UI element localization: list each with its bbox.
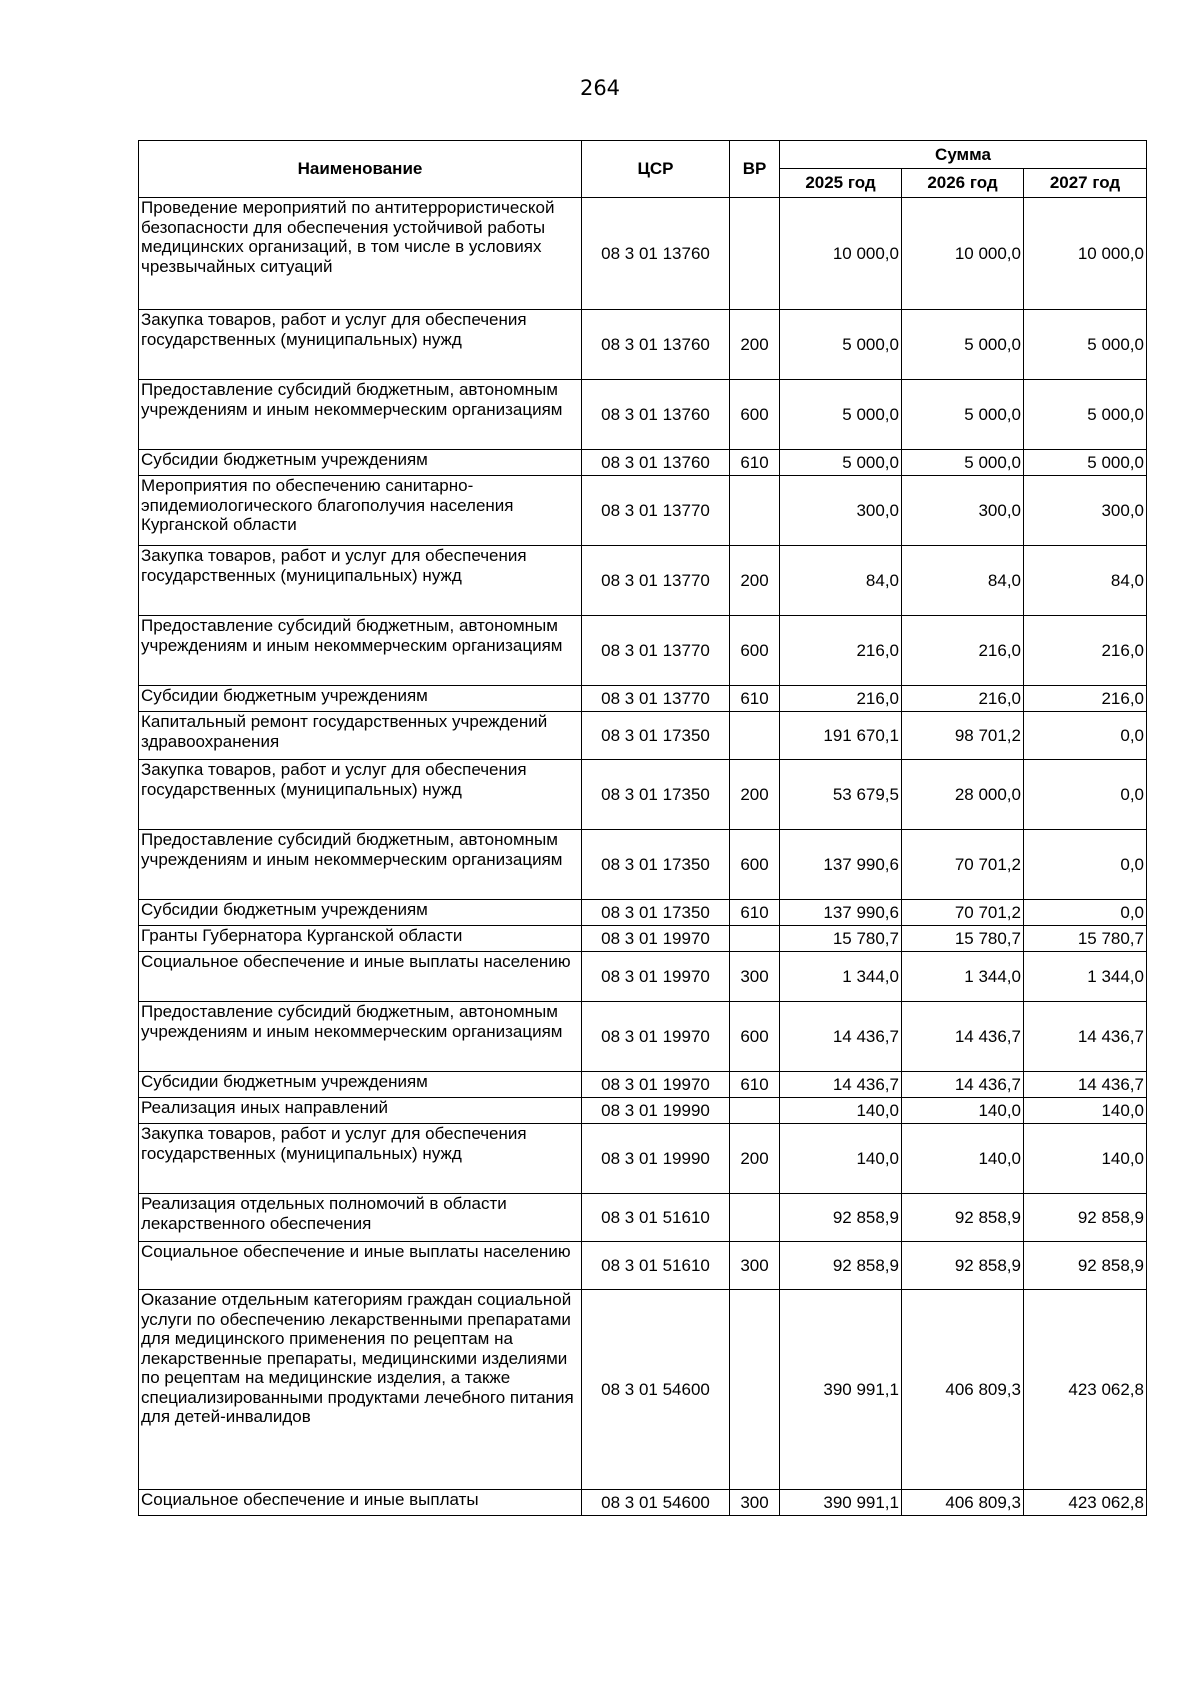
row-vr-code: 300 [730,1242,780,1290]
table-row [139,926,1147,952]
row-amount-2026: 98 701,2 [902,712,1024,760]
row-amount-2026: 216,0 [902,616,1024,686]
row-amount-2025: 84,0 [780,546,902,616]
row-amount-2025: 14 436,7 [780,1072,902,1098]
row-name: Субсидии бюджетным учреждениям [139,686,582,712]
row-amount-2026: 10 000,0 [902,198,1024,310]
row-amount-2027: 423 062,8 [1024,1290,1147,1490]
row-amount-2025: 216,0 [780,616,902,686]
row-amount-2027: 92 858,9 [1024,1242,1147,1290]
row-amount-2027: 15 780,7 [1024,926,1147,952]
row-name: Субсидии бюджетным учреждениям [139,900,582,926]
table-row [139,1194,1147,1242]
row-amount-2027: 0,0 [1024,760,1147,830]
header-sum: Сумма [780,141,1147,169]
table-row [139,712,1147,760]
row-csr-code: 08 3 01 17350 [582,900,730,926]
row-name: Предоставление субсидий бюджетным, автономным учреждениям и иным некоммерческим организациям [139,616,582,686]
row-amount-2025: 14 436,7 [780,1002,902,1072]
row-name: Проведение мероприятий по антитеррористической безопасности для обеспечения устойчивой работы медицинских организаций, в том числе в условиях чрезвычайных ситуаций [139,198,582,310]
row-amount-2026: 216,0 [902,686,1024,712]
row-amount-2027: 5 000,0 [1024,450,1147,476]
row-name: Закупка товаров, работ и услуг для обеспечения государственных (муниципальных) нужд [139,1124,582,1194]
row-name: Закупка товаров, работ и услуг для обеспечения государственных (муниципальных) нужд [139,760,582,830]
row-csr-code: 08 3 01 13770 [582,546,730,616]
row-csr-code: 08 3 01 54600 [582,1490,730,1516]
row-csr-code: 08 3 01 13770 [582,476,730,546]
row-vr-code: 600 [730,1002,780,1072]
row-amount-2026: 92 858,9 [902,1194,1024,1242]
row-amount-2025: 5 000,0 [780,380,902,450]
row-amount-2026: 84,0 [902,546,1024,616]
row-amount-2027: 140,0 [1024,1124,1147,1194]
row-vr-code [730,1098,780,1124]
row-amount-2026: 14 436,7 [902,1072,1024,1098]
row-vr-code: 300 [730,952,780,1002]
row-vr-code: 200 [730,310,780,380]
table-row [139,830,1147,900]
row-amount-2025: 140,0 [780,1124,902,1194]
row-amount-2027: 10 000,0 [1024,198,1147,310]
row-vr-code: 600 [730,830,780,900]
table-row [139,952,1147,1002]
row-amount-2025: 1 344,0 [780,952,902,1002]
row-name: Реализация иных направлений [139,1098,582,1124]
row-amount-2025: 10 000,0 [780,198,902,310]
row-amount-2025: 53 679,5 [780,760,902,830]
table-row [139,1490,1147,1516]
row-vr-code: 610 [730,686,780,712]
row-vr-code: 610 [730,1072,780,1098]
row-csr-code: 08 3 01 51610 [582,1242,730,1290]
table-row [139,1290,1147,1490]
row-amount-2025: 390 991,1 [780,1490,902,1516]
row-vr-code: 610 [730,900,780,926]
table-row [139,1072,1147,1098]
row-amount-2026: 5 000,0 [902,310,1024,380]
row-amount-2027: 14 436,7 [1024,1072,1147,1098]
row-vr-code: 610 [730,450,780,476]
row-name: Закупка товаров, работ и услуг для обеспечения государственных (муниципальных) нужд [139,310,582,380]
row-amount-2027: 0,0 [1024,900,1147,926]
table-row [139,686,1147,712]
row-csr-code: 08 3 01 13760 [582,198,730,310]
row-amount-2026: 406 809,3 [902,1290,1024,1490]
row-amount-2026: 406 809,3 [902,1490,1024,1516]
row-amount-2026: 1 344,0 [902,952,1024,1002]
row-csr-code: 08 3 01 19970 [582,926,730,952]
row-amount-2026: 15 780,7 [902,926,1024,952]
table-row [139,1002,1147,1072]
row-amount-2026: 5 000,0 [902,380,1024,450]
row-amount-2027: 0,0 [1024,712,1147,760]
row-amount-2025: 15 780,7 [780,926,902,952]
row-amount-2026: 300,0 [902,476,1024,546]
header-year-2025: 2025 год [780,169,902,198]
row-vr-code [730,712,780,760]
row-vr-code [730,1290,780,1490]
row-csr-code: 08 3 01 13770 [582,616,730,686]
table-row [139,1098,1147,1124]
row-amount-2027: 5 000,0 [1024,380,1147,450]
row-csr-code: 08 3 01 54600 [582,1290,730,1490]
row-amount-2026: 70 701,2 [902,900,1024,926]
row-amount-2027: 300,0 [1024,476,1147,546]
row-amount-2026: 140,0 [902,1124,1024,1194]
row-name: Предоставление субсидий бюджетным, автономным учреждениям и иным некоммерческим организациям [139,1002,582,1072]
row-name: Социальное обеспечение и иные выплаты населению [139,952,582,1002]
row-csr-code: 08 3 01 19970 [582,1002,730,1072]
row-csr-code: 08 3 01 17350 [582,712,730,760]
row-name: Реализация отдельных полномочий в области лекарственного обеспечения [139,1194,582,1242]
row-csr-code: 08 3 01 19970 [582,1072,730,1098]
row-amount-2027: 1 344,0 [1024,952,1147,1002]
row-amount-2027: 423 062,8 [1024,1490,1147,1516]
row-name: Субсидии бюджетным учреждениям [139,1072,582,1098]
row-amount-2027: 0,0 [1024,830,1147,900]
row-vr-code: 200 [730,546,780,616]
row-amount-2027: 14 436,7 [1024,1002,1147,1072]
row-csr-code: 08 3 01 13760 [582,310,730,380]
row-vr-code: 200 [730,1124,780,1194]
table-row [139,310,1147,380]
row-name: Социальное обеспечение и иные выплаты [139,1490,582,1516]
row-amount-2027: 216,0 [1024,616,1147,686]
table-body [139,198,1147,1516]
row-amount-2025: 390 991,1 [780,1290,902,1490]
table-row [139,380,1147,450]
row-amount-2025: 5 000,0 [780,310,902,380]
row-amount-2025: 92 858,9 [780,1194,902,1242]
budget-table [138,140,1147,1516]
page-number: 264 [579,76,621,100]
row-amount-2025: 140,0 [780,1098,902,1124]
table-header [139,141,1147,198]
row-csr-code: 08 3 01 13760 [582,380,730,450]
row-csr-code: 08 3 01 19990 [582,1098,730,1124]
row-amount-2027: 92 858,9 [1024,1194,1147,1242]
row-name: Мероприятия по обеспечению санитарно-эпидемиологического благополучия населения Курганской области [139,476,582,546]
row-amount-2025: 137 990,6 [780,900,902,926]
table-row [139,760,1147,830]
row-name: Предоставление субсидий бюджетным, автономным учреждениям и иным некоммерческим организациям [139,380,582,450]
row-csr-code: 08 3 01 13770 [582,686,730,712]
row-amount-2026: 28 000,0 [902,760,1024,830]
row-amount-2027: 5 000,0 [1024,310,1147,380]
row-amount-2026: 70 701,2 [902,830,1024,900]
row-vr-code [730,926,780,952]
row-amount-2027: 84,0 [1024,546,1147,616]
row-amount-2026: 5 000,0 [902,450,1024,476]
row-vr-code: 300 [730,1490,780,1516]
row-amount-2025: 300,0 [780,476,902,546]
row-name: Социальное обеспечение и иные выплаты населению [139,1242,582,1290]
header-csr: ЦСР [582,141,730,198]
table-row [139,546,1147,616]
row-name: Субсидии бюджетным учреждениям [139,450,582,476]
table-row [139,616,1147,686]
row-amount-2025: 92 858,9 [780,1242,902,1290]
row-vr-code: 600 [730,616,780,686]
table-row [139,198,1147,310]
table-row [139,1124,1147,1194]
row-name: Закупка товаров, работ и услуг для обеспечения государственных (муниципальных) нужд [139,546,582,616]
row-amount-2026: 14 436,7 [902,1002,1024,1072]
table-row [139,450,1147,476]
header-vr: ВР [730,141,780,198]
header-year-2026: 2026 год [902,169,1024,198]
table-row [139,1242,1147,1290]
row-name: Предоставление субсидий бюджетным, автономным учреждениям и иным некоммерческим организациям [139,830,582,900]
header-year-2027: 2027 год [1024,169,1147,198]
row-csr-code: 08 3 01 17350 [582,830,730,900]
row-csr-code: 08 3 01 19990 [582,1124,730,1194]
row-csr-code: 08 3 01 17350 [582,760,730,830]
table-row [139,900,1147,926]
row-amount-2025: 137 990,6 [780,830,902,900]
row-vr-code [730,1194,780,1242]
row-amount-2026: 140,0 [902,1098,1024,1124]
row-amount-2025: 216,0 [780,686,902,712]
row-csr-code: 08 3 01 51610 [582,1194,730,1242]
row-amount-2027: 216,0 [1024,686,1147,712]
row-amount-2026: 92 858,9 [902,1242,1024,1290]
row-vr-code: 600 [730,380,780,450]
header-name: Наименование [139,141,582,198]
table-row [139,476,1147,546]
row-csr-code: 08 3 01 13760 [582,450,730,476]
row-name: Оказание отдельным категориям граждан социальной услуги по обеспечению лекарственными препаратами для медицинского применения по рецептам на лекарственные препараты, медицинскими изделиями по рецептам на медицинские изделия, а также специализированными продуктами лечебного питания для детей-инвалидов [139,1290,582,1490]
row-amount-2025: 5 000,0 [780,450,902,476]
row-amount-2027: 140,0 [1024,1098,1147,1124]
row-vr-code: 200 [730,760,780,830]
row-vr-code [730,476,780,546]
row-name: Гранты Губернатора Курганской области [139,926,582,952]
row-vr-code [730,198,780,310]
row-name: Капитальный ремонт государственных учреждений здравоохранения [139,712,582,760]
row-csr-code: 08 3 01 19970 [582,952,730,1002]
row-amount-2025: 191 670,1 [780,712,902,760]
